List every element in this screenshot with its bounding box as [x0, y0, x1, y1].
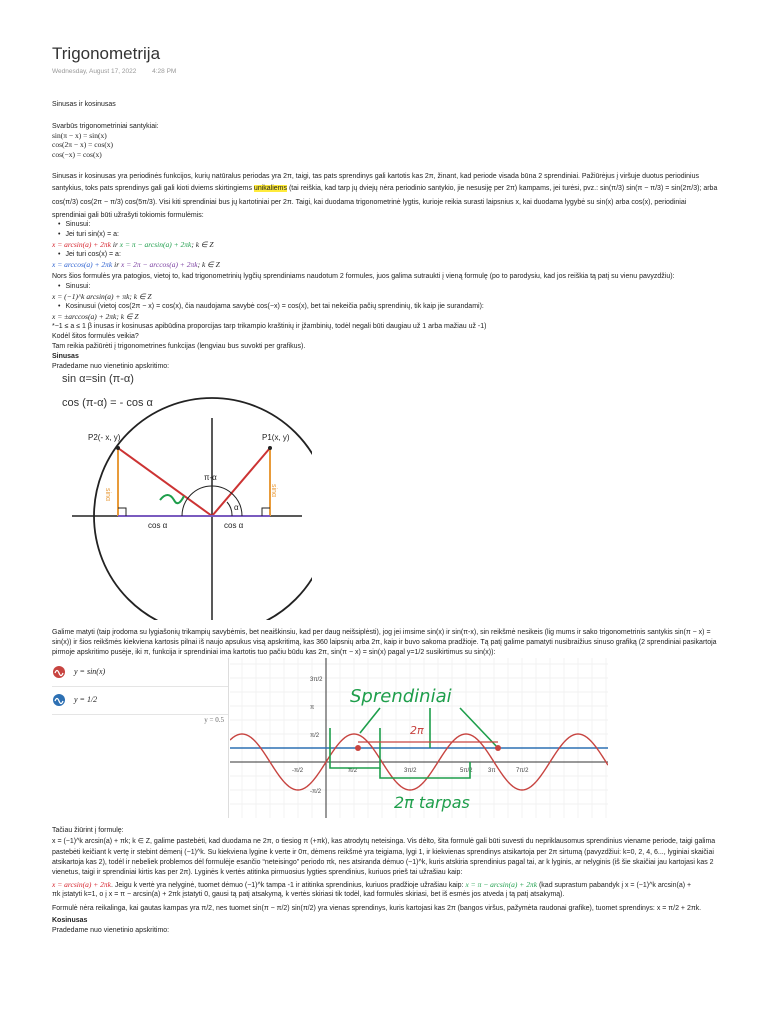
- expression-2: y = 1/2: [74, 695, 98, 704]
- paragraph-5b: (kad suprastum pabandyk į x = (−1)^k arcsin(a) +: [537, 882, 692, 889]
- formula-cos-one: x = ±arccos(a) + 2πk; k ∈ Z: [52, 312, 139, 321]
- handwritten-2pi: 2π: [410, 724, 424, 737]
- max-point-1: [355, 745, 361, 751]
- relations-label: Svarbūs trigonometriniai santykiai:: [52, 123, 159, 130]
- bullet-sin-case: • Jei turi sin(x) = a:: [52, 230, 764, 239]
- expression-row-2[interactable]: [52, 686, 228, 724]
- formula-sin-red: x = arcsin(a) + 2πk: [52, 240, 112, 249]
- green-alpha-mark: [160, 495, 184, 503]
- formula-sin-mid: ir: [111, 240, 120, 249]
- date-label: Wednesday, August 17, 2022: [52, 68, 137, 75]
- paragraph-4b: pastebėti keičiant k vertę ir stebint dėmenį (−1)^k. Su kiekviena lygine k verte ir 0π, dėmens reikšmė yra teigiama, lygi 1, ir kiekvienas sprendinys atsikartoja per 2π sirtumą (pavyzdžiui: k=0, 2, 4, 6..., lyginiai skaičiai: [52, 849, 714, 856]
- right-angle-left: [118, 508, 126, 516]
- paragraph-5-green: x = π − arcsin(a) + 2πk: [465, 880, 538, 889]
- x-tick-label: 7π/2: [516, 768, 529, 774]
- y-tick-label: π: [310, 705, 315, 711]
- heading-sinusas-kosinusas: Sinusas ir kosinusas: [52, 101, 116, 108]
- paragraph-4-label: Tačiau žiūrint į formulę:: [52, 827, 124, 834]
- point-p2: [116, 446, 120, 450]
- paragraph-4c: atsikartoja kas 2), todėl ir nebeliek problemos dėl formulėje esančio “neteisingo” periodo πk, nes atsiranda dėmuo (−1)^k, kuris atskiria sprendinius pagal tai, ar k lyginis, ar nelyginis (iš šie skaičiai jau kartojasi kas 2: [52, 859, 714, 866]
- formula-sin-end: ; k ∈ Z: [191, 240, 214, 249]
- bullet-sinusui: • Sinusui:: [52, 220, 764, 229]
- x-tick-label: π/2: [348, 768, 358, 774]
- label-alpha: α: [234, 503, 239, 512]
- label-sina-right: sinα: [270, 484, 277, 497]
- page-meta: [52, 68, 176, 75]
- label-cosa-left: cos α: [148, 521, 168, 530]
- x-tick-label: 3π: [488, 768, 496, 774]
- start-unit-circle-1: Pradedame nuo vienetinio apskritimo:: [52, 363, 170, 370]
- bullet-sinusui-2: • Sinusui:: [52, 282, 764, 291]
- paragraph-1b: [52, 184, 764, 193]
- y-tick-label: -π/2: [310, 789, 322, 795]
- expression-2-value: y = 0.5: [204, 716, 224, 724]
- paragraph-4d: vienetus, taigi ir sprendiniai kirtis kas per 2π). Lyginės k vertės atitinka pirmuosius lygties sprendinius, kuriuos prieš tai užrašiau kaip:: [52, 869, 463, 876]
- relation-3: cos(−x) = cos(x): [52, 150, 102, 159]
- paragraph-1d: sprendiniai gali būti užrašyti tokiomis formulėmis:: [52, 212, 204, 219]
- question: Kodėl šitos formulės veikia?: [52, 333, 139, 340]
- y-tick-label: π/2: [310, 733, 320, 739]
- paragraph-5a: . Jeigu k vertė yra nelyginė, tuomet dėmuo (−1)^k tampa -1 ir atitinka sprendinius, kuriuos pradžioje užrašiau kaip:: [111, 882, 466, 889]
- desmos-red-icon: [52, 665, 66, 679]
- note-range: *−1 ≤ a ≤ 1 β inusas ir kosinusas apibūdina proporcijas tarp trikampio kraštinių ir įžambinių, todėl negali būti daugiau už 1 arba mažiau už -1): [52, 323, 487, 330]
- formula-cos-end: ; k ∈ Z: [197, 260, 220, 269]
- formula-cos-two: [52, 260, 764, 269]
- eq-sin-identity: sin α=sin (π-α): [62, 373, 134, 385]
- paragraph-3a: Galime matyti (taip įrodoma su lygiašonių trikampių savybėmis, bet neaiškinsiu, kad per daug neišsiplėsti), jog jei imsime sin(x) ir sin(π-x), sin reikšmė nesikeis (lig mums ir sako trigonometrinis santykis sin(π − x) =: [52, 629, 711, 636]
- paragraph-3c: pirmoje apskritimo pusėje, iki π, funkcija ir sprendiniai ima kartotis tuo pačiu būdu kas 2π, sin(π − x) = sin(x) pagal y=1/2 susikirtimus su sin(x)):: [52, 649, 496, 656]
- graph-area[interactable]: [230, 658, 608, 818]
- unit-circle-figure: [52, 370, 312, 620]
- paragraph-3b: sin(x)) ir šios reikšmės kiekviena kartosis pilnai iš naujo apsukus visą apskritimą, kas 360 laipsnių arba 2π, kaip ir buvo sakoma pradžioje. Tą patį galime pamatyti nusibraižius sinuso grafiką (2 sprendiniai pasikartoja: [52, 639, 717, 646]
- relation-2: cos(2π − x) = cos(x): [52, 140, 113, 149]
- bullet-cos-case: • Jei turi cos(x) = a:: [52, 250, 764, 259]
- arc-alpha: [227, 502, 232, 516]
- right-angle-right: [262, 508, 270, 516]
- formula-sin-green: x = π − arcsin(a) + 2πk: [119, 240, 192, 249]
- label-p1: P1(x, y): [262, 433, 290, 442]
- expression-1: y = sin(x): [74, 667, 106, 676]
- paragraph-1b-post: (tai reiškia, kad tarp jų dviejų nėra periodinio santykio, jie nesusiję per 2π) kampams, jei turėsi, pvz.: sin(π/3) sin(π − π/3) = sin(2π/3); arba: [288, 185, 718, 192]
- label-sina-left: sinα: [104, 488, 111, 501]
- sine-graph-figure: [52, 658, 608, 818]
- radius-left: [118, 448, 212, 516]
- handwritten-sprendiniai: Sprendiniai: [350, 686, 452, 707]
- formula-cos-blue: x = arccos(a) + 2πk: [52, 260, 113, 269]
- label-cosa-right: cos α: [224, 521, 244, 530]
- expression-panel: [52, 658, 229, 818]
- green-bracket-2: [380, 762, 470, 778]
- point-p1: [268, 446, 272, 450]
- paragraph-1c: cos(π/3) cos(2π − π/3) cos(5π/3). Visi kiti sprendiniai bus jų kartotiniai per 2π. Taigi, kai duodama trigonometrinė lygtis, kurioje reikia surasti laipsnius x, kai duodama lygybė su sin(x) arba cos(x), periodiniai: [52, 199, 687, 206]
- paragraph-1b-pre: santykius, toks pats sprendinys gali gali kioti dviems skirtingiems: [52, 185, 252, 192]
- eq-cos-identity: cos (π-α) = - cos α: [62, 397, 153, 409]
- bullet-kosinusui: • Kosinusui (vietoj cos(2π − x) = cos(x), čia naudojama savybė cos(−x) = cos(x), bet tai nekeičia pačių sprendinių, tik kaip jie surandami):: [52, 302, 764, 311]
- formula-sin-two: [52, 240, 764, 249]
- desmos-blue-icon: [52, 693, 66, 707]
- heading-kosinusas: Kosinusas: [52, 917, 88, 924]
- paragraph-2: Nors šios formulės yra patogios, vietoj to, kad trigonometrinių lygčių sprendiniams naudotum 2 formules, juos galima sutraukti į vieną formulę (po to parodysiu, kad jos reiškia tą patį su vienu pavyzdžiu):: [52, 273, 675, 280]
- handwritten-2pi-tarpas: 2π tarpas: [394, 793, 470, 812]
- graph-svg: [230, 658, 608, 818]
- highlight-unikaliems: unikaliems: [253, 185, 287, 192]
- formula-sin-one: x = (−1)^k arcsin(a) + πk; k ∈ Z: [52, 292, 152, 301]
- formula-cos-mid: ir: [112, 260, 122, 269]
- x-tick-label: 3π/2: [404, 768, 417, 774]
- time-label: 4:28 PM: [152, 68, 177, 75]
- label-p2: P2(- x, y): [88, 433, 121, 442]
- x-tick-label: -π/2: [292, 768, 304, 774]
- paragraph-6: Formulė nėra reikalinga, kai gautas kampas yra π/2, nes tuomet sin(π − π/2) sin(π/2) yra vienas sprendinys, kuris kartojasi kas 2π (bangos viršus, pažymėta raudonai grafike), tuomet sprendinys: x = π/2 + 2πk.: [52, 905, 702, 912]
- expression-row-1[interactable]: [52, 658, 228, 687]
- paragraph-1a: Sinusas ir kosinusas yra periodinės funkcijos, kurių natūralus periodas yra 2π, taigi, tas pats sprendinys gali kartotis kas 2π, žinant, kad periode visada būna 2 sprendiniai. Pažiūrėjus į viršuje duotus periodinius: [52, 173, 700, 180]
- answer: Tam reikia pažiūrėti į trigonometrines funkcijas (lengviau bus suvokti per grafikus).: [52, 343, 306, 350]
- page-title: Trigonometrija: [52, 44, 161, 63]
- label-pi-minus-alpha: π-α: [204, 473, 217, 482]
- heading-sinusas: Sinusas: [52, 353, 79, 360]
- paragraph-4a: x = (−1)^k arcsin(a) + πk; k ∈ Z, galime pastebėti, kad duodama ne 2π, o tiesiog π (+πk), kas atrodytų neteisinga. Vis dėlto, šita formulė gali būti suvesti du nepriklausomus sprendinius viename periode, taigi galima: [52, 838, 716, 845]
- paragraph-5-red: x = arcsin(a) + 2πk: [52, 880, 112, 889]
- max-point-2: [495, 745, 501, 751]
- radius-right: [212, 448, 270, 516]
- unit-circle-svg: [52, 370, 312, 620]
- start-unit-circle-2: Pradedame nuo vienetinio apskritimo:: [52, 927, 170, 934]
- formula-cos-purple: x = 2π − arccos(a) + 2πk: [121, 260, 198, 269]
- y-tick-label: 3π/2: [310, 677, 323, 683]
- relation-1: sin(π − x) = sin(x): [52, 131, 107, 140]
- paragraph-5c: πk įstatyti k=1, o į x = π − arcsin(a) + 2πk įstatyti 0, gausi tą patį atsakymą, k vertės skiriasi tik todėl, kad formulės skiriasi, bet iš esmės jos atveda į tą patį atsakymą).: [52, 891, 565, 898]
- x-tick-label: 5π/2: [460, 768, 473, 774]
- paragraph-5: [52, 880, 764, 890]
